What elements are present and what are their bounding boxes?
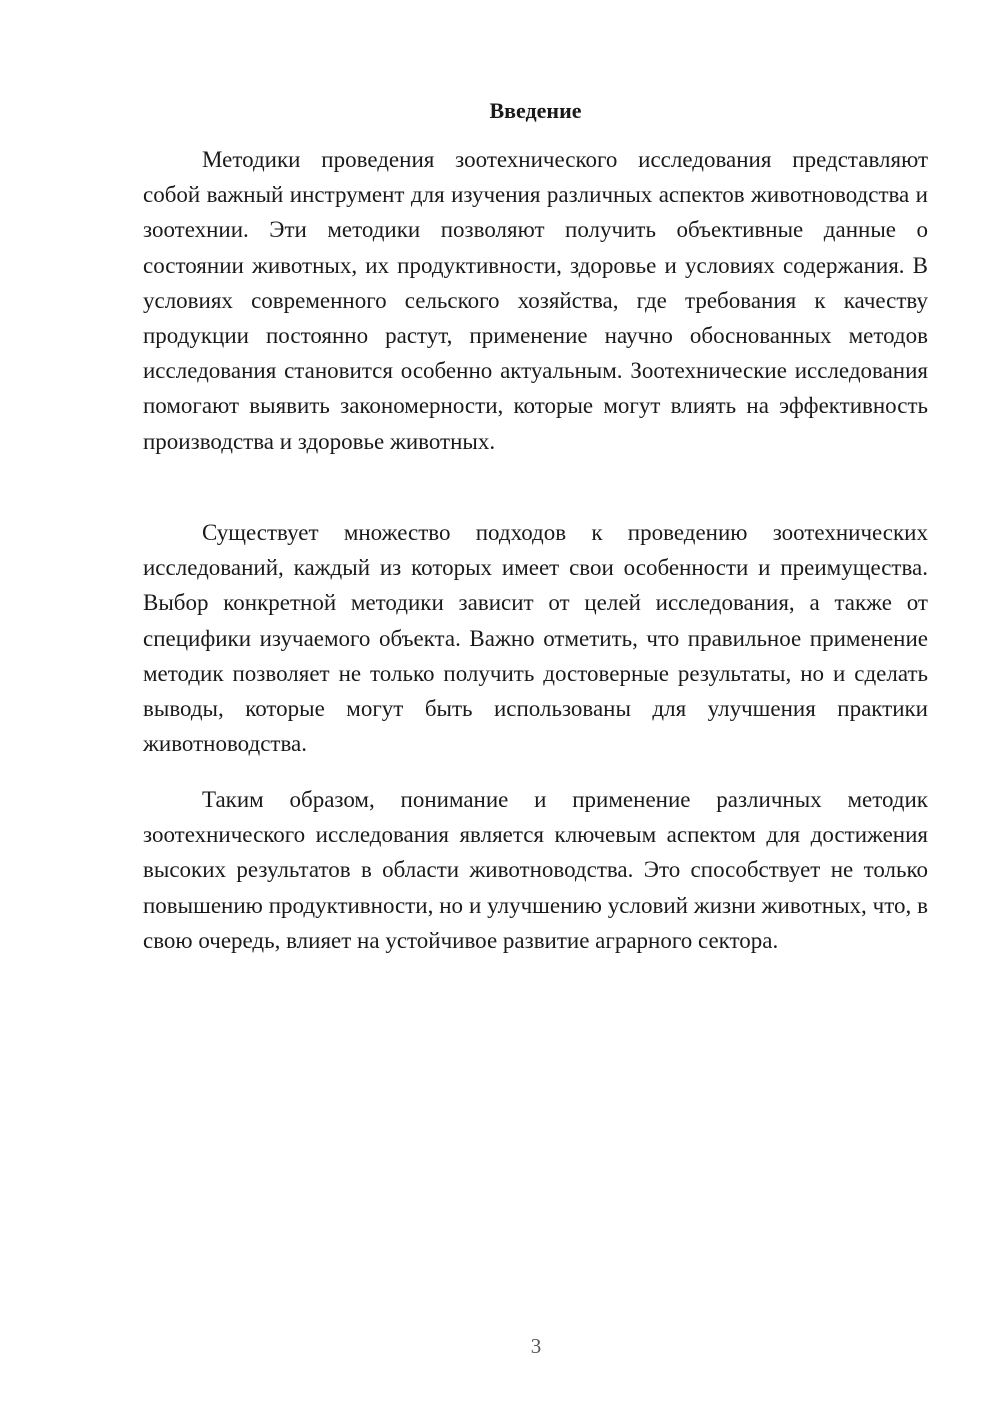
- paragraph-2: Существует множество подходов к проведению зоотехнических исследований, каждый из которых имеет свои особенности и преимущества. Выбор конкретной методики зависит от целей исследования, а также от специфики изучаемого объекта. Важно отметить, что правильное применение методик позволяет не только получить достоверные результаты, но и сделать выводы, которые могут быть использованы для улучшения практики животноводства.: [143, 520, 928, 757]
- page-title: Введение: [489, 98, 582, 123]
- paragraph-3: Таким образом, понимание и применение различных методик зоотехнического исследования является ключевым аспектом для достижения высоких результатов в области животноводства. Это способствует не только повышению продуктивности, но и улучшению условий жизни животных, что, в свою очередь, влияет на устойчивое развитие аграрного сектора.: [143, 787, 928, 953]
- page-number: 3: [530, 1334, 542, 1358]
- paragraph-1: Методики проведения зоотехнического исследования представляют собой важный инструмент для изучения различных аспектов животноводства и зоотехнии. Эти методики позволяют получить объективные данные о состоянии животных, их продуктивности, здоровье и условиях содержания. В условиях современного сельского хозяйства, где требования к качеству продукции постоянно растут, применение научно обоснованных методов исследования становится особенно актуальным. Зоотехнические исследования помогают выявить закономерности, которые могут влиять на эффективность производства и здоровье животных.: [143, 147, 928, 454]
